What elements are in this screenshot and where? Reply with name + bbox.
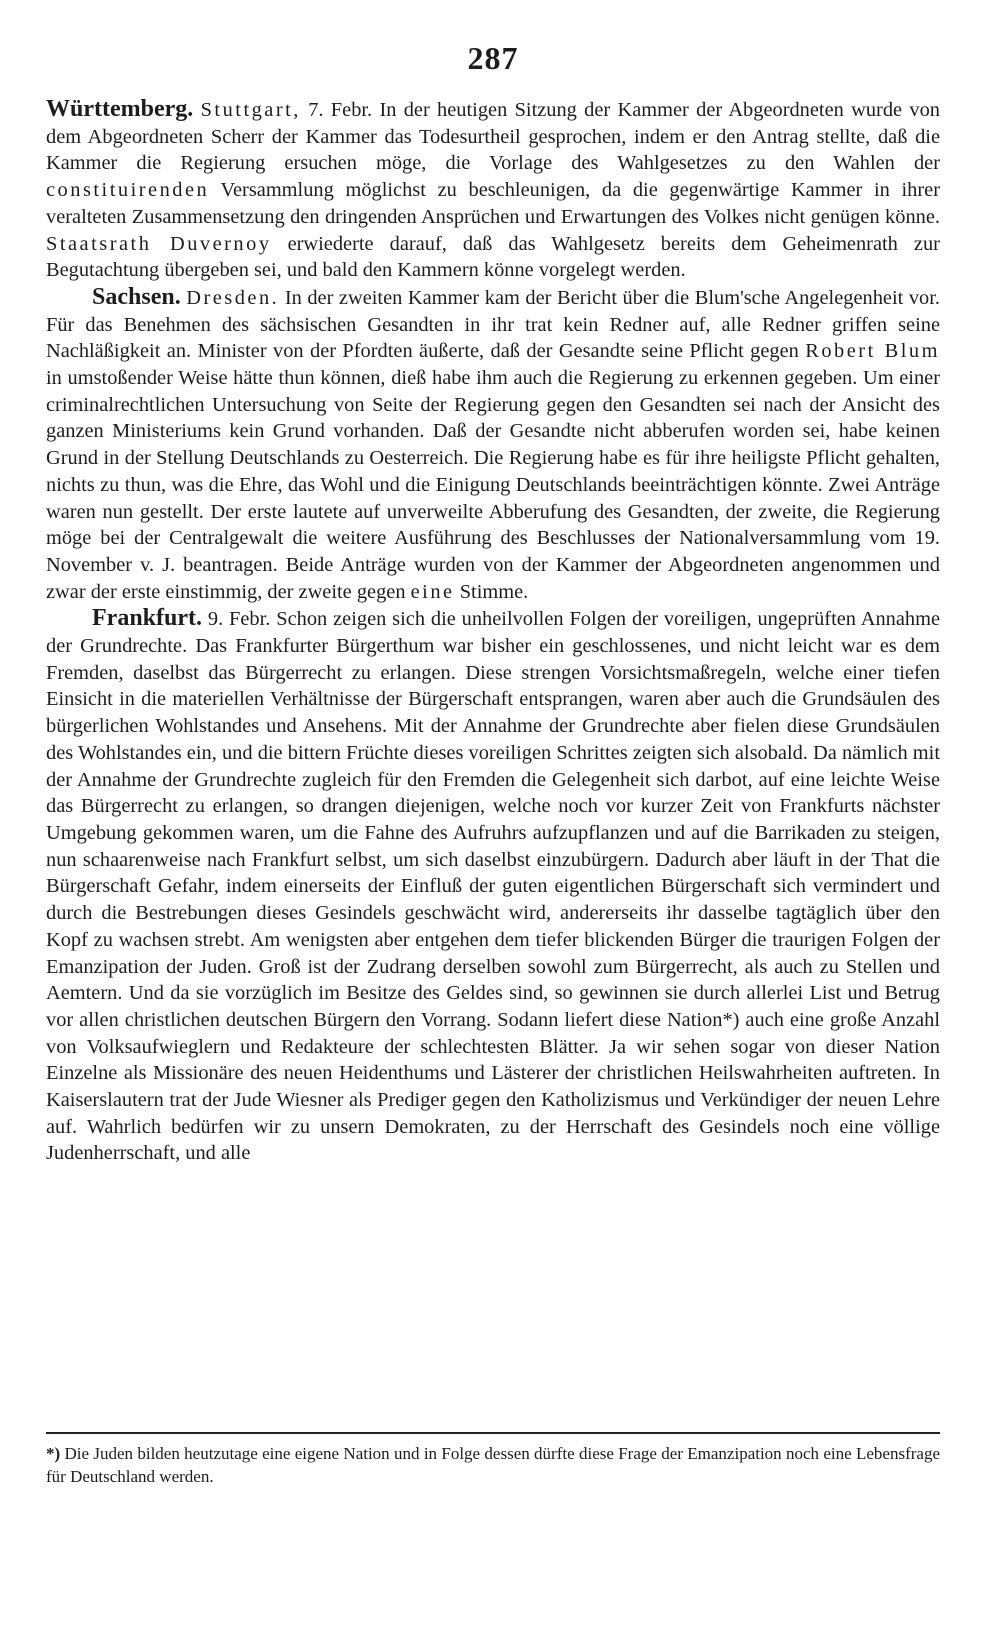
- footnote: [46, 1442, 940, 1488]
- paragraph-text: in umstoßender Weise hätte thun können, dieß habe ihm auch die Regierung zu erkennen gegeben. Um einer criminalrechtlichen Untersuchung von Seite der Regierung gegen den Gesandten sei nach der Ansicht des ganzen Ministeriums kein Grund vorhanden. Daß der Gesandte nicht abberufen worden sei, habe keinen Grund in der Stellung Deutschlands zu Oesterreich. Die Regierung habe es für ihre heiligste Pflicht gehalten, nichts zu thun, was die Ehre, das Wohl und die Einigung Deutschlands beeinträchtigen könnte. Zwei Anträge waren nun gestellt. Der erste lautete auf unverweilte Abberufung des Gesandten, der zweite, die Regierung möge bei der Centralgewalt die weitere Ausführung des Beschlusses der Nationalversammlung vom 19. November v. J. beantragen. Beide Anträge wurden von der Kammer der Abgeordneten angenommen und zwar der erste einstimmig, der zweite gegen: [46, 367, 940, 603]
- emphasized-text: Staatsrath Duvernoy: [46, 232, 272, 255]
- article-column: [46, 96, 940, 1167]
- dateline-place: Stuttgart,: [200, 99, 301, 121]
- dateline-date: 7. Febr.: [308, 99, 373, 121]
- section-heading-frankfurt: Frankfurt.: [92, 605, 202, 632]
- paragraph-text: Schon zeigen sich die unheilvollen Folgen der voreiligen, ungeprüften Annahme der Grundrechte. Das Frankfurter Bürgerthum war bisher ein geschlossenes, und nicht leicht war es dem Fremden, daselbst das Bürgerrecht zu erlangen. Diese strengen Vorsichtsmaßregeln, welche einer tiefen Einsicht in die materiellen Verhältnisse der Bürgerschaft entsprangen, waren aber auch die Grundsäulen des bürgerlichen Wohlstandes und Ansehens. Mit der Annahme der Grundrechte aber fielen diese Grundsäulen des Wohlstandes ein, und die bittern Früchte dieses voreiligen Schrittes zeigten sich alsobald. Da nämlich mit der Annahme der Grundrechte zugleich für den Fremden die Gelegenheit sich darbot, auf eine leichte Weise das Bürgerrecht zu erlangen, so drangen diejenigen, welche noch vor kurzer Zeit von Frankfurts nächster Umgebung gekommen waren, um die Fahne des Aufruhrs aufzupflanzen und auf die Barrikaden zu steigen, nun schaarenweise nach Frankfurt selbst, um sich daselbst einzubürgern. Dadurch aber läuft in der That die Bürgerschaft Gefahr, indem einerseits der Einfluß der guten eigentlichen Bürgerschaft sich vermindert und durch die Bestrebungen dieses Gesindels geschwächt wird, andererseits ihr dasselbe tagtäglich über den Kopf zu wachsen strebt. Am wenigsten aber entgehen dem tiefer blickenden Bürger die traurigen Folgen der Emanzipation der Juden. Groß ist der Zudrang derselben sowohl zum Bürgerrecht, als auch zu Stellen und Aemtern. Und da sie vorzüglich im Besitze des Geldes sind, so gewinnen sie durch allerlei List und Betrug vor allen christlichen deutschen Bürgern den Vorrang. Sodann liefert diese Nation*) auch eine große Anzahl von Volksaufwieglern und Redakteure der schlechtesten Blätter. Ja wir sehen sogar von dieser Nation Einzelne als Missionäre des neuen Heidenthums und Lästerer der christlichen Heilswahrheiten auftreten. In Kaiserslautern trat der Jude Wiesner als Prediger gegen den Katholizismus und Verkündiger der neuen Lehre auf. Wahrlich bedürfen wir zu unsern Demokraten, zu der Herrschaft des Gesindels noch eine völlige Judenherrschaft, und alle: [46, 608, 940, 1165]
- paragraph-text: In der zweiten Kammer kam der Bericht über die Blum'sche Angelegenheit vor. Für das Benehmen des sächsischen Gesandten in ihr trat kein Redner auf, alle Redner griffen seine Nachläßigkeit an. Minister von der Pfordten äußerte, daß der Gesandte seine Pflicht gegen: [46, 286, 940, 363]
- emphasized-text: constituirenden: [46, 179, 210, 202]
- paragraph-sachsen: [46, 284, 940, 605]
- dateline-place: Dresden.: [186, 286, 280, 309]
- paragraph-frankfurt: [46, 605, 940, 1167]
- section-heading-wuerttemberg: Württemberg.: [46, 96, 194, 122]
- dateline-date: 9. Febr.: [207, 608, 271, 631]
- paragraph-text: erwiederte darauf, daß das Wahlgesetz bereits dem Geheimenrath zur Begutachtung übergeben sei, und bald den Kammern könne vorgelegt werden.: [46, 232, 940, 282]
- page-number: 287: [467, 40, 519, 76]
- paragraph-wuerttemberg: [46, 96, 940, 284]
- footnote-divider: [46, 1432, 940, 1434]
- paragraph-text: Versammlung möglichst zu beschleunigen, da die gegenwärtige Kammer in ihrer veralteten Zusammensetzung den dringenden Ansprüchen und Erwartungen des Volkes nicht genügen könne.: [46, 179, 940, 228]
- emphasized-text: eine: [410, 580, 455, 603]
- paragraph-text: In der heutigen Sitzung der Kammer der Abgeordneten wurde von dem Abgeordneten Scherr der Kammer das Todesurtheil gesprochen, indem er den Antrag stellte, daß die Kammer die Regierung ersuchen möge, die Vorlage des Wahlgesetzes zu den Wahlen der: [46, 99, 940, 175]
- footnote-text: Die Juden bilden heutzutage eine eigene Nation und in Folge dessen dürfte diese Frage der Emanzipation noch eine Lebensfrage für Deutschland werden.: [46, 1444, 941, 1486]
- newspaper-page: [46, 38, 940, 1167]
- paragraph-text: Stimme.: [459, 580, 529, 603]
- footnote-mark: *): [46, 1444, 61, 1463]
- section-heading-sachsen: Sachsen.: [92, 283, 181, 310]
- emphasized-text: Robert Blum: [805, 340, 940, 363]
